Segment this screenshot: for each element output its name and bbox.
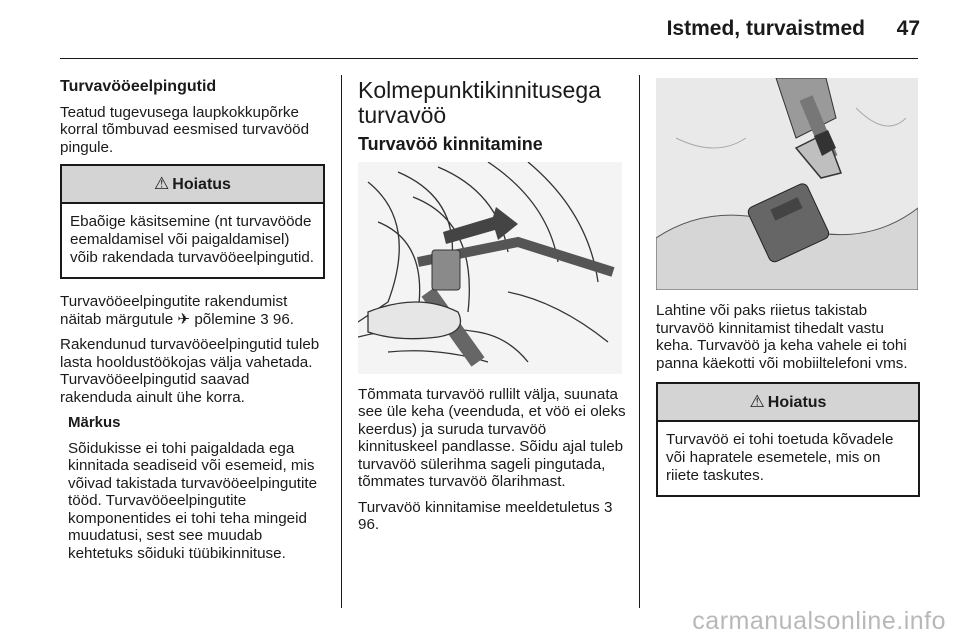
belt-fastening-illustration [358, 162, 622, 374]
page-reference[interactable]: 3 96. [260, 310, 294, 328]
fastening-instructions: Tõmmata turvavöö rullilt välja, suunata see üle keha (veenduda, et vöö ei oleks keerdus) ja suruda turvavöö kinnituskeel pandlasse. Sõidu ajal tuleb turvavöö sülerihma sageli pingutada, tõmmates turvavöö õlarihmast. [358, 385, 626, 490]
warning-box [60, 164, 325, 279]
note-title: Märkus [68, 414, 121, 431]
warning-header [62, 166, 323, 204]
column-divider-2 [639, 75, 640, 608]
buckle-illustration [656, 78, 918, 290]
warning-triangle-icon: ⚠ [154, 174, 170, 193]
subheading-fastening: Turvavöö kinnitamine [358, 134, 543, 154]
reminder-text: Turvavöö kinnitamise meeldetuletus [358, 498, 600, 516]
note-text: Sõidukisse ei tohi paigaldada ega kinnitada seadiseid või esemeid, mis võivad takistada turvavööeelpingutite tööd. Turvavööeelpingutite komponentides ei tohi teha mingeid muudatusi, sest see muudab kehtetuks sõiduki tüübikinnituse. [68, 439, 318, 562]
header-rule [60, 58, 918, 59]
warning-title: Hoiatus [172, 176, 231, 193]
reminder-paragraph [358, 499, 626, 534]
warning-triangle-icon: ⚠ [749, 392, 765, 411]
intro-paragraph: Teatud tugevusega laupkokkupõrke korral tõmbuvad eesmised turvavööd pingule. [60, 103, 310, 156]
indicator-paragraph [60, 293, 325, 328]
column-divider-1 [341, 75, 342, 608]
column-3 [656, 78, 920, 511]
warning-header [658, 384, 918, 422]
page-number: 47 [896, 17, 920, 40]
column-2 [358, 78, 626, 542]
pretensioner-indicator-icon: ✈ [177, 310, 191, 328]
section-heading-pretensioners: Turvavööeelpingutid [60, 78, 217, 95]
indicator-text: Turvavööeelpingutite rakendumist näitab märgutule [60, 293, 288, 328]
warning-text: Turvavöö ei tohi toetuda kõvadele või hapratele esemetele, mis on riiete taskutes. [666, 431, 894, 484]
indicator-text-tail: põlemine [194, 310, 256, 328]
replacement-paragraph: Rakendunud turvavööeelpingutid tuleb lasta hooldustöökojas välja vahetada. Turvavööeelpingutid saavad rakenduda ainult ühe korra. [60, 336, 320, 406]
warning-text: Ebaõige käsitsemine (nt turvavööde eemaldamisel või paigaldamisel) võib rakendada turvavööeelpingutid. [70, 213, 315, 266]
clothing-paragraph: Lahtine või paks riietus takistab turvavöö kinnitamist tihedalt vastu keha. Turvavöö ja keha vahele ei tohi panna käekotti või mobiiltelefoni vms. [656, 302, 908, 372]
page-header-title: Istmed, turvaistmed [666, 17, 865, 40]
watermark: carmanualsonline.info [692, 607, 946, 635]
page-reference[interactable]: 3 96. [358, 498, 613, 533]
section-heading-three-point-belt: Kolmepunktikinnitusega turvavöö [358, 77, 601, 128]
warning-title: Hoiatus [767, 394, 827, 411]
column-1 [60, 78, 325, 570]
warning-box [656, 382, 920, 497]
note-block [60, 414, 325, 562]
